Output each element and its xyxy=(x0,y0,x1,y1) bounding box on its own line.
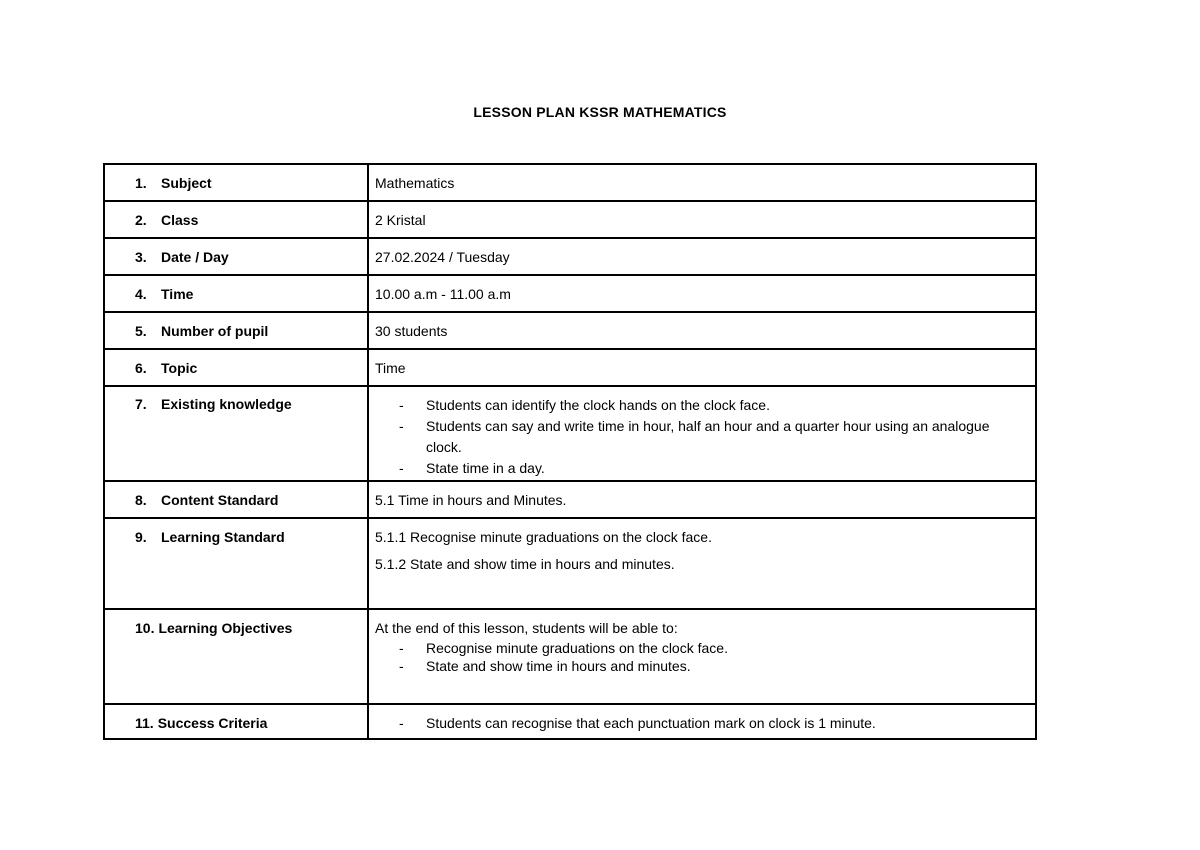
row-label-cell xyxy=(104,609,368,704)
list-item: - Students can say and write time in hour, half an hour and a quarter hour using an analogue clock. xyxy=(399,416,995,458)
table-row xyxy=(104,201,1036,238)
row-label: Learning Standard xyxy=(161,529,285,545)
row-label-cell xyxy=(104,275,368,312)
table-row xyxy=(104,481,1036,518)
learning-standard-line: 5.1.1 Recognise minute graduations on the clock face. xyxy=(375,529,712,545)
success-criteria-list xyxy=(369,705,1035,734)
row-label-cell xyxy=(104,704,368,739)
table-row xyxy=(104,609,1036,704)
row-label: Time xyxy=(161,286,194,302)
row-label: Topic xyxy=(161,360,198,376)
row-label: Number of pupil xyxy=(161,323,269,339)
list-item: - Students can recognise that each punctuation mark on clock is 1 minute. xyxy=(399,713,995,734)
list-item: - State and show time in hours and minutes. xyxy=(399,657,995,675)
row-number: 5. xyxy=(135,323,147,339)
row-value-cell xyxy=(368,386,1036,481)
table-row xyxy=(104,275,1036,312)
table-row xyxy=(104,349,1036,386)
topic-value: Time xyxy=(375,360,406,376)
row-number: 3. xyxy=(135,249,147,265)
table-row xyxy=(104,312,1036,349)
row-value-cell xyxy=(368,349,1036,386)
row-label: Subject xyxy=(161,175,212,191)
row-number: 1. xyxy=(135,175,147,191)
time-value: 10.00 a.m - 11.00 a.m xyxy=(375,286,511,302)
class-value: 2 Kristal xyxy=(375,212,426,228)
learning-standard-line: 5.1.2 State and show time in hours and minutes. xyxy=(375,556,675,572)
list-item: - Students can identify the clock hands on the clock face. xyxy=(399,395,995,416)
row-value-cell xyxy=(368,609,1036,704)
date-day-value: 27.02.2024 / Tuesday xyxy=(375,249,510,265)
row-label: Success Criteria xyxy=(157,715,268,731)
table-row xyxy=(104,238,1036,275)
row-label: Class xyxy=(161,212,199,228)
row-label: Learning Objectives xyxy=(158,620,293,636)
row-label-cell xyxy=(104,164,368,201)
row-label: Content Standard xyxy=(161,492,279,508)
row-value-cell xyxy=(368,201,1036,238)
row-value-cell xyxy=(368,481,1036,518)
row-label-cell xyxy=(104,349,368,386)
table-row xyxy=(104,704,1036,739)
row-value-cell xyxy=(368,275,1036,312)
row-label: Date / Day xyxy=(161,249,229,265)
existing-knowledge-list xyxy=(369,387,1035,479)
row-number: 10. xyxy=(135,620,155,636)
table-row xyxy=(104,164,1036,201)
row-value-cell xyxy=(368,238,1036,275)
row-number: 11. xyxy=(135,715,154,731)
learning-objectives-list xyxy=(369,636,1035,675)
content-standard-value: 5.1 Time in hours and Minutes. xyxy=(375,492,567,508)
list-item: - Recognise minute graduations on the clock face. xyxy=(399,639,995,657)
row-number: 9. xyxy=(135,529,147,545)
list-item: - State time in a day. xyxy=(399,458,995,479)
row-label-cell xyxy=(104,481,368,518)
document-title: LESSON PLAN KSSR MATHEMATICS xyxy=(473,104,727,120)
number-of-pupil-value: 30 students xyxy=(375,323,448,339)
table-row xyxy=(104,518,1036,609)
row-number: 2. xyxy=(135,212,147,228)
row-number: 4. xyxy=(135,286,147,302)
row-label-cell xyxy=(104,238,368,275)
row-label-cell xyxy=(104,518,368,609)
row-number: 6. xyxy=(135,360,147,376)
row-value-cell xyxy=(368,312,1036,349)
row-number: 8. xyxy=(135,492,147,508)
subject-value: Mathematics xyxy=(375,175,455,191)
learning-objectives-intro: At the end of this lesson, students will be able to: xyxy=(375,620,678,636)
lesson-plan-table xyxy=(103,163,1037,740)
row-value-cell xyxy=(368,164,1036,201)
row-label-cell xyxy=(104,201,368,238)
row-value-cell xyxy=(368,704,1036,739)
table-row xyxy=(104,386,1036,481)
row-label-cell xyxy=(104,386,368,481)
row-value-cell xyxy=(368,518,1036,609)
row-label-cell xyxy=(104,312,368,349)
row-number: 7. xyxy=(135,396,147,412)
row-label: Existing knowledge xyxy=(161,396,292,412)
